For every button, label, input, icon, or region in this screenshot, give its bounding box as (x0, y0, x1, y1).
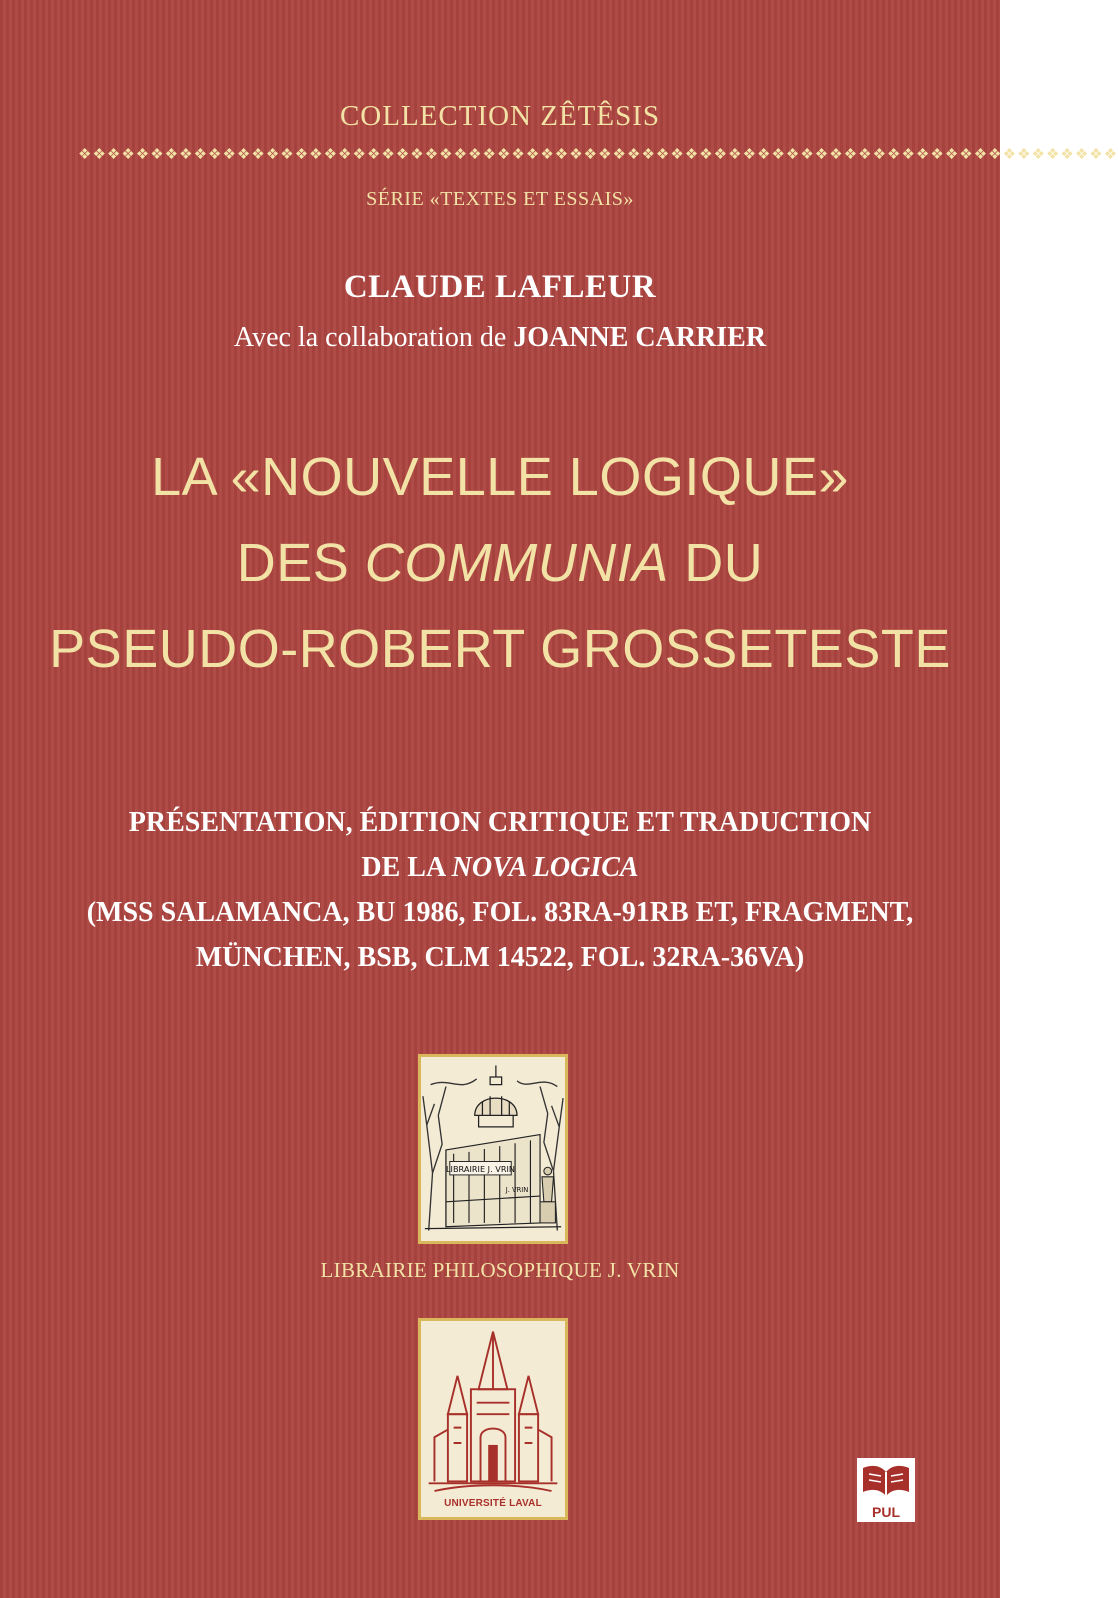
vrin-sign-text-small: J. VRIN (505, 1186, 529, 1195)
open-book-icon (857, 1458, 915, 1500)
collaboration-line (0, 322, 1000, 354)
vrin-sign-text: LIBRAIRIE J. VRIN (446, 1164, 516, 1175)
ornament-divider: ❖❖❖❖❖❖❖❖❖❖❖❖❖❖❖❖❖❖❖❖❖❖❖❖❖❖❖❖❖❖❖❖❖❖❖❖❖❖❖❖❖❖❖❖❖❖❖❖❖❖❖❖❖❖❖❖❖❖❖❖❖❖❖❖❖❖❖❖❖❖❖❖ (78, 147, 1118, 163)
collection-name: COLLECTION ZÊTÊSIS (339, 100, 661, 132)
title-line-2 (0, 520, 1000, 606)
pul-logo (857, 1458, 915, 1522)
vrin-bookshop-emblem (418, 1054, 568, 1244)
pul-text: PUL (872, 1504, 900, 1520)
title-line-2-post: DU (668, 533, 764, 593)
title-line-2-italic: COMMUNIA (364, 533, 669, 593)
publisher-name: LIBRAIRIE PHILOSOPHIQUE J. VRIN (320, 1258, 680, 1282)
vrin-building-illustration-icon (421, 1057, 565, 1241)
subtitle-line-4: MÜNCHEN, BSB, CLM 14522, FOL. 32RA-36VA) (195, 942, 805, 973)
subtitle-line-1: PRÉSENTATION, ÉDITION CRITIQUE ET TRADUCTION (128, 807, 872, 838)
subtitle-line-3: (MSS SALAMANCA, BU 1986, FOL. 83RA-91RB ET, FRAGMENT, (86, 897, 914, 928)
collaboration-prefix: Avec la collaboration de (233, 322, 514, 353)
title-line-2-pre: DES (236, 533, 365, 593)
laval-church-icon (421, 1321, 565, 1517)
collaborator-name: JOANNE CARRIER (513, 322, 767, 353)
book-title (0, 434, 1000, 692)
universite-laval-emblem (418, 1318, 568, 1520)
book-subtitle (0, 800, 1000, 980)
series-name: SÉRIE «TEXTES ET ESSAIS» (366, 188, 634, 210)
title-line-1: LA «NOUVELLE LOGIQUE» (151, 447, 849, 507)
subtitle-line-2-italic: NOVA LOGICA (451, 852, 639, 883)
subtitle-line-2-pre: DE LA (361, 852, 452, 883)
subtitle-line-2 (0, 845, 1000, 890)
author-name: CLAUDE LAFLEUR (343, 269, 657, 305)
title-line-3: PSEUDO-ROBERT GROSSETESTE (49, 619, 951, 679)
laval-label: UNIVERSITÉ LAVAL (444, 1498, 542, 1509)
